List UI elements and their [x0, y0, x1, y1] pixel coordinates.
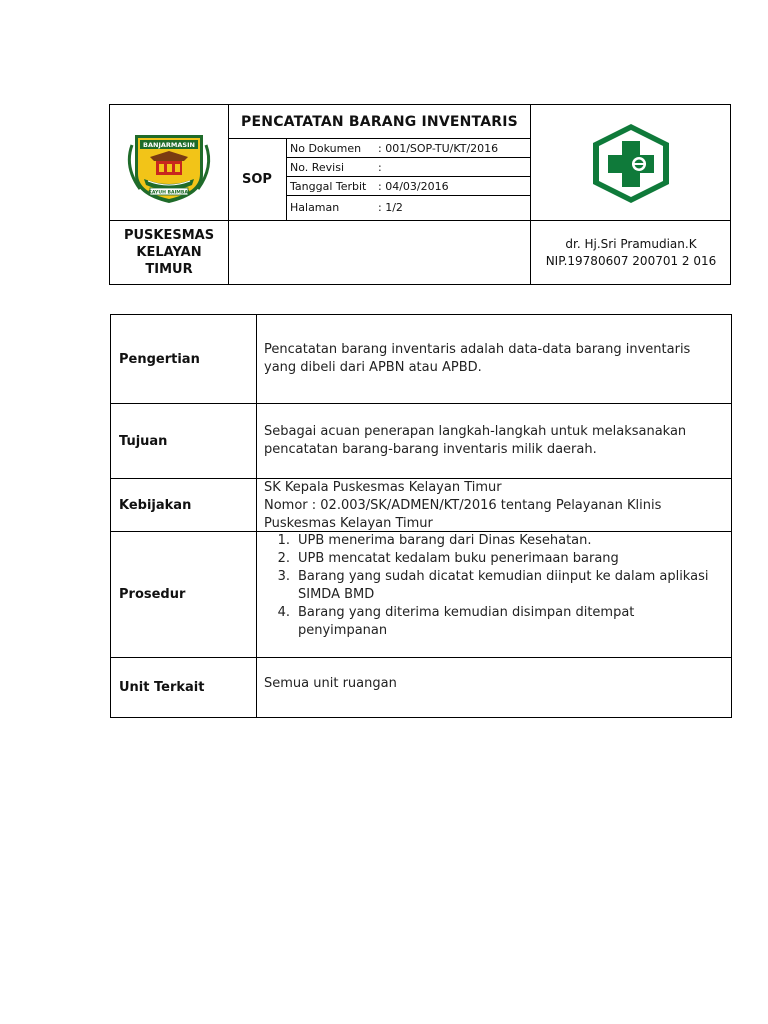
content-line: Puskesmas Kelayan Timur — [264, 516, 433, 531]
section-label-kebijakan: Kebijakan — [119, 497, 192, 513]
signatory — [531, 221, 731, 284]
section-content-prosedur — [258, 532, 720, 640]
section-content-tujuan — [264, 423, 719, 459]
signatory-name: dr. Hj.Sri Pramudian.K — [565, 236, 697, 251]
org-line: PUSKESMAS — [123, 228, 215, 243]
procedure-list — [258, 532, 720, 640]
step-number: 3. — [277, 569, 290, 584]
step-text — [298, 568, 720, 604]
step-text-line: Barang yang sudah dicatat kemudian diinput ke dalam aplikasi — [298, 569, 709, 584]
step-text-line: penyimpanan — [298, 623, 388, 638]
left-logo-cell — [110, 105, 228, 220]
step-number: 4. — [277, 605, 290, 620]
emblem-bottom-text: KAYUH BAIMBAI — [148, 190, 190, 196]
content-line: Semua unit ruangan — [264, 676, 397, 691]
right-logo-cell — [531, 105, 731, 220]
section-content-pengertian — [264, 341, 719, 377]
puskesmas-cross-icon — [531, 105, 731, 220]
meta-key: No Dokumen — [290, 141, 362, 155]
procedure-step — [258, 532, 720, 550]
section-label-unit-terkait: Unit Terkait — [119, 680, 205, 695]
org-line: KELAYAN — [136, 245, 202, 260]
meta-key: No. Revisi — [290, 160, 345, 174]
sop-label: SOP — [242, 172, 272, 187]
organization-name — [110, 221, 228, 284]
step-text: UPB mencatat kedalam buku penerimaan barang — [298, 551, 619, 566]
step-number: 1. — [277, 533, 290, 548]
procedure-step — [258, 568, 720, 604]
step-text-line: Barang yang diterima kemudian disimpan ditempat — [298, 605, 635, 620]
meta-row-document-number — [287, 139, 527, 157]
step-text: UPB menerima barang dari Dinas Kesehatan. — [298, 533, 592, 548]
banjarmasin-emblem-icon — [110, 105, 228, 220]
section-label-tujuan: Tujuan — [119, 433, 168, 449]
org-line: TIMUR — [145, 262, 193, 277]
meta-row-issue-date — [287, 177, 527, 195]
procedure-step — [258, 550, 720, 568]
section-label-prosedur: Prosedur — [119, 587, 186, 602]
content-line: pencatatan barang-barang inventaris milik daerah. — [264, 442, 597, 457]
sop-header-table — [109, 104, 731, 285]
meta-key: Halaman — [290, 200, 340, 214]
content-line: Nomor : 02.003/SK/ADMEN/KT/2016 tentang Pelayanan Klinis — [264, 498, 662, 513]
procedure-step — [258, 604, 720, 640]
meta-row-page — [287, 198, 527, 216]
document-title: PENCATATAN BARANG INVENTARIS — [241, 113, 518, 130]
section-label-pengertian: Pengertian — [119, 351, 200, 367]
meta-value: : — [378, 160, 382, 174]
meta-value: : 1/2 — [378, 200, 403, 214]
emblem-top-text: BANJARMASIN — [143, 141, 195, 149]
content-line: Sebagai acuan penerapan langkah-langkah untuk melaksanakan — [264, 424, 687, 439]
section-content-unit-terkait — [264, 675, 719, 693]
step-number: 2. — [277, 551, 290, 566]
meta-key: Tanggal Terbit — [290, 179, 367, 193]
section-content-kebijakan — [264, 479, 719, 533]
step-text — [298, 604, 720, 640]
signatory-nip: NIP.19780607 200701 2 016 — [545, 253, 717, 268]
sop-body-table — [110, 314, 732, 718]
meta-row-revision — [287, 158, 527, 176]
step-text-line: SIMDA BMD — [298, 587, 375, 602]
content-line: Pencatatan barang inventaris adalah data-data barang inventaris — [264, 342, 691, 357]
content-line: yang dibeli dari APBN atau APBD. — [264, 360, 482, 375]
content-line: SK Kepala Puskesmas Kelayan Timur — [264, 480, 502, 495]
meta-value: : 001/SOP-TU/KT/2016 — [378, 141, 499, 155]
meta-value: : 04/03/2016 — [378, 179, 449, 193]
